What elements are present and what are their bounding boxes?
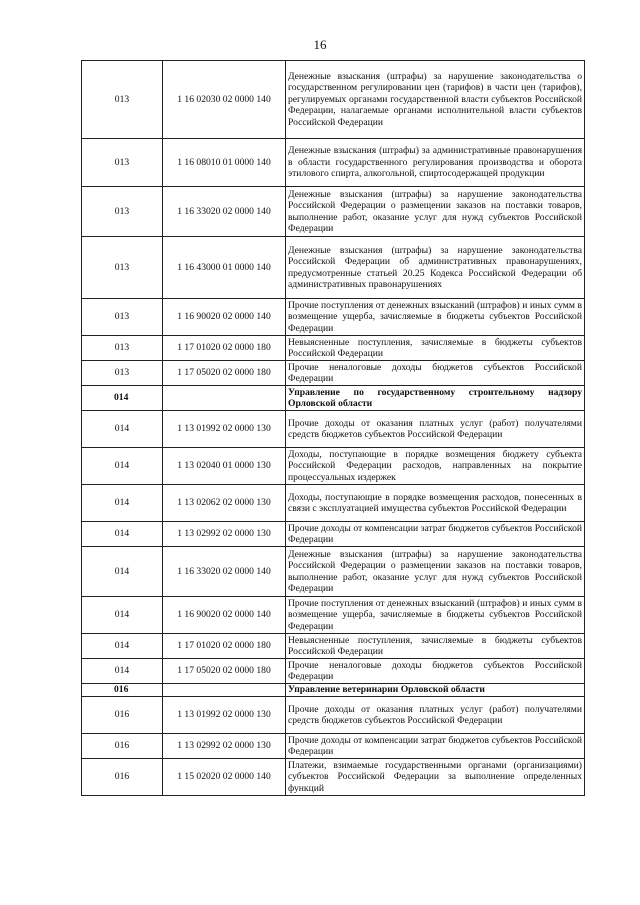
admin-code-cell: 013 xyxy=(82,61,163,139)
revenue-code-cell: 1 16 43000 01 0000 140 xyxy=(163,237,286,299)
table-row xyxy=(82,61,585,139)
revenue-code-cell: 1 13 02992 02 0000 130 xyxy=(163,734,286,759)
table-row xyxy=(82,187,585,237)
revenue-code-cell: 1 17 05020 02 0000 180 xyxy=(163,361,286,386)
admin-code-cell: 013 xyxy=(82,299,163,336)
revenue-codes-table xyxy=(81,60,585,796)
section-header-row xyxy=(82,386,585,411)
revenue-code-cell: 1 16 02030 02 0000 140 xyxy=(163,61,286,139)
table-row xyxy=(82,485,585,522)
table-row xyxy=(82,759,585,796)
table-body xyxy=(82,61,585,796)
section-header-row xyxy=(82,684,585,697)
table-row xyxy=(82,361,585,386)
description-cell: Платежи, взимаемые государственными органами (организациями) субъектов Российской Федерации за выполнение определенных функций xyxy=(286,759,585,796)
revenue-code-cell: 1 13 01992 02 0000 130 xyxy=(163,697,286,734)
table-row xyxy=(82,659,585,684)
description-cell: Управление ветеринарии Орловской области xyxy=(286,684,585,697)
table-row xyxy=(82,336,585,361)
revenue-code-cell: 1 13 02040 01 0000 130 xyxy=(163,448,286,485)
admin-code-cell: 013 xyxy=(82,139,163,187)
admin-code-cell: 013 xyxy=(82,237,163,299)
description-cell: Невыясненные поступления, зачисляемые в бюджеты субъектов Российской Федерации xyxy=(286,634,585,659)
revenue-code-cell: 1 16 33020 02 0000 140 xyxy=(163,187,286,237)
description-cell: Прочие доходы от компенсации затрат бюджетов субъектов Российской Федерации xyxy=(286,734,585,759)
revenue-code-cell: 1 13 02062 02 0000 130 xyxy=(163,485,286,522)
description-cell: Прочие доходы от компенсации затрат бюджетов субъектов Российской Федерации xyxy=(286,522,585,547)
description-cell: Доходы, поступающие в порядке возмещения бюджету субъекта Российской Федерации расходов, направленных на покрытие процессуальных издержек xyxy=(286,448,585,485)
description-cell: Доходы, поступающие в порядке возмещения расходов, понесенных в связи с эксплуатацией имущества субъектов Российской Федерации xyxy=(286,485,585,522)
description-cell: Невыясненные поступления, зачисляемые в бюджеты субъектов Российской Федерации xyxy=(286,336,585,361)
page-number: 16 xyxy=(313,37,327,52)
table-row xyxy=(82,547,585,597)
admin-code-cell: 013 xyxy=(82,336,163,361)
admin-code-cell: 016 xyxy=(82,734,163,759)
admin-code-cell: 014 xyxy=(82,485,163,522)
admin-code-cell: 014 xyxy=(82,547,163,597)
description-cell: Денежные взыскания (штрафы) за нарушение законодательства Российской Федерации о размещении заказов на поставки товаров, выполнение работ, оказание услуг для нужд субъектов Российской Федерации xyxy=(286,187,585,237)
admin-code-cell: 016 xyxy=(82,684,163,697)
revenue-code-cell: 1 17 01020 02 0000 180 xyxy=(163,336,286,361)
table-row xyxy=(82,597,585,634)
description-cell: Прочие доходы от оказания платных услуг (работ) получателями средств бюджетов субъектов Российской Федерации xyxy=(286,697,585,734)
description-cell: Денежные взыскания (штрафы) за нарушение законодательства Российской Федерации об административных правонарушениях, предусмотренные статьей 20.25 Кодекса Российской Федерации об административных правонарушениях xyxy=(286,237,585,299)
description-cell: Управление по государственному строительному надзору Орловской области xyxy=(286,386,585,411)
revenue-code-cell: 1 16 08010 01 0000 140 xyxy=(163,139,286,187)
table-row xyxy=(82,522,585,547)
admin-code-cell: 016 xyxy=(82,759,163,796)
description-cell: Прочие доходы от оказания платных услуг (работ) получателями средств бюджетов субъектов Российской Федерации xyxy=(286,411,585,448)
table-row xyxy=(82,448,585,485)
admin-code-cell: 014 xyxy=(82,386,163,411)
description-cell: Денежные взыскания (штрафы) за административные правонарушения в области государственного регулирования производства и оборота этилового спирта, алкогольной, спиртосодержащей продукции xyxy=(286,139,585,187)
table-row xyxy=(82,237,585,299)
revenue-code-cell: 1 13 02992 02 0000 130 xyxy=(163,522,286,547)
revenue-code-cell: 1 15 02020 02 0000 140 xyxy=(163,759,286,796)
table-row xyxy=(82,697,585,734)
description-cell: Прочие поступления от денежных взысканий (штрафов) и иных сумм в возмещение ущерба, зачисляемые в бюджеты субъектов Российской Федерации xyxy=(286,597,585,634)
revenue-code-cell: 1 17 05020 02 0000 180 xyxy=(163,659,286,684)
admin-code-cell: 014 xyxy=(82,659,163,684)
description-cell: Денежные взыскания (штрафы) за нарушение законодательства о государственном регулировании цен (тарифов) в части цен (тарифов), регулируемых органами государственной власти субъектов Российской Федерации, налагаемые органами исполнительной власти субъектов Российской Федерации xyxy=(286,61,585,139)
revenue-code-cell: 1 17 01020 02 0000 180 xyxy=(163,634,286,659)
table-row xyxy=(82,634,585,659)
revenue-code-cell: 1 16 90020 02 0000 140 xyxy=(163,597,286,634)
admin-code-cell: 013 xyxy=(82,361,163,386)
admin-code-cell: 014 xyxy=(82,448,163,485)
admin-code-cell: 013 xyxy=(82,187,163,237)
revenue-code-cell xyxy=(163,386,286,411)
admin-code-cell: 014 xyxy=(82,411,163,448)
table-row xyxy=(82,299,585,336)
revenue-code-cell: 1 16 90020 02 0000 140 xyxy=(163,299,286,336)
revenue-code-cell xyxy=(163,684,286,697)
revenue-code-cell: 1 13 01992 02 0000 130 xyxy=(163,411,286,448)
description-cell: Прочие неналоговые доходы бюджетов субъектов Российской Федерации xyxy=(286,659,585,684)
description-cell: Денежные взыскания (штрафы) за нарушение законодательства Российской Федерации о размещении заказов на поставки товаров, выполнение работ, оказание услуг для нужд субъектов Российской Федерации xyxy=(286,547,585,597)
description-cell: Прочие неналоговые доходы бюджетов субъектов Российской Федерации xyxy=(286,361,585,386)
admin-code-cell: 014 xyxy=(82,522,163,547)
table-row xyxy=(82,734,585,759)
admin-code-cell: 014 xyxy=(82,634,163,659)
admin-code-cell: 016 xyxy=(82,697,163,734)
table-row xyxy=(82,411,585,448)
admin-code-cell: 014 xyxy=(82,597,163,634)
description-cell: Прочие поступления от денежных взысканий (штрафов) и иных сумм в возмещение ущерба, зачисляемые в бюджеты субъектов Российской Федерации xyxy=(286,299,585,336)
table-row xyxy=(82,139,585,187)
revenue-code-cell: 1 16 33020 02 0000 140 xyxy=(163,547,286,597)
